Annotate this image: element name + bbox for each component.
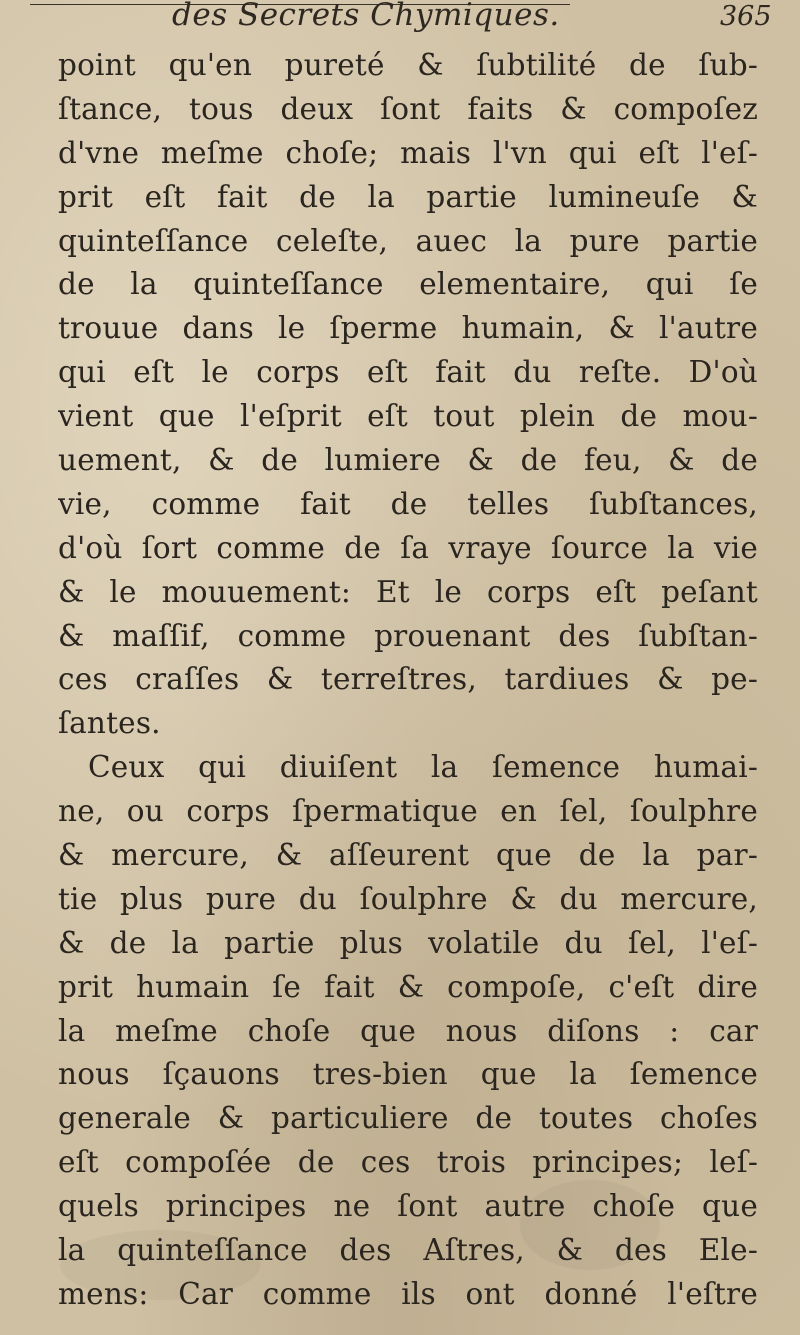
text-line: & maſſif, comme prouenant des ſubſtan- (58, 618, 758, 653)
text-line: d'vne meſme choſe; mais l'vn qui eſt l'eſ- (58, 135, 758, 170)
body-text (58, 44, 758, 1317)
page-number: 365 (720, 1, 772, 32)
text-line: & mercure, & aſſeurent que de la par- (58, 838, 758, 873)
text-line: nous ſçauons tres-bien que la ſemence (58, 1057, 758, 1092)
text-line: la quinteſſance des Aſtres, & des Ele- (58, 1233, 758, 1268)
text-line: vient que l'eſprit eſt tout plein de mou- (58, 399, 758, 434)
text-line: & le mouuement: Et le corps eſt peſant (58, 574, 758, 609)
text-line: quels principes ne ſont autre choſe que (58, 1189, 758, 1224)
text-line: trouue dans le ſperme humain, & l'autre (58, 311, 758, 346)
text-line: generale & particuliere de toutes choſes (58, 1101, 758, 1136)
text-line: d'où ſort comme de ſa vraye ſource la vie (58, 530, 758, 565)
text-line: point qu'en pureté & ſubtilité de ſub- (58, 48, 758, 82)
text-line: ne, ou corps ſpermatique en ſel, ſoulphre (58, 794, 758, 829)
text-line: eſt compoſée de ces trois principes; leſ- (58, 1145, 758, 1180)
text-line: de la quinteſſance elementaire, qui ſe (58, 267, 758, 302)
text-line: quinteſſance celeſte, auec la pure partie (58, 223, 758, 258)
text-line: uement, & de lumiere & de feu, & de (58, 443, 758, 478)
text-line: vie, comme fait de telles ſubſtances, (58, 486, 758, 521)
text-line: ſtance, tous deux ſont faits & compoſez (58, 91, 758, 126)
text-line: & de la partie plus volatile du ſel, l'eſ- (58, 925, 758, 960)
text-line: qui eſt le corps eſt fait du reſte. D'où (58, 355, 758, 390)
text-line: ces craſſes & terreſtres, tardiues & pe- (58, 662, 758, 697)
running-head (0, 0, 800, 36)
text-line: tie plus pure du ſoulphre & du mercure, (58, 881, 758, 916)
text-line: Ceux qui diuiſent la ſemence humai- (88, 750, 758, 785)
running-title: des Secrets Chymiques. (172, 0, 560, 33)
text-line: prit humain ſe fait & compoſe, c'eſt dire (58, 969, 758, 1004)
text-line: la meſme choſe que nous diſons : car (58, 1013, 758, 1048)
text-line: mens: Car comme ils ont donné l'eſtre (58, 1276, 758, 1311)
text-line: prit eſt fait de la partie lumineuſe & (58, 179, 758, 214)
text-line: ſantes. (58, 706, 161, 741)
